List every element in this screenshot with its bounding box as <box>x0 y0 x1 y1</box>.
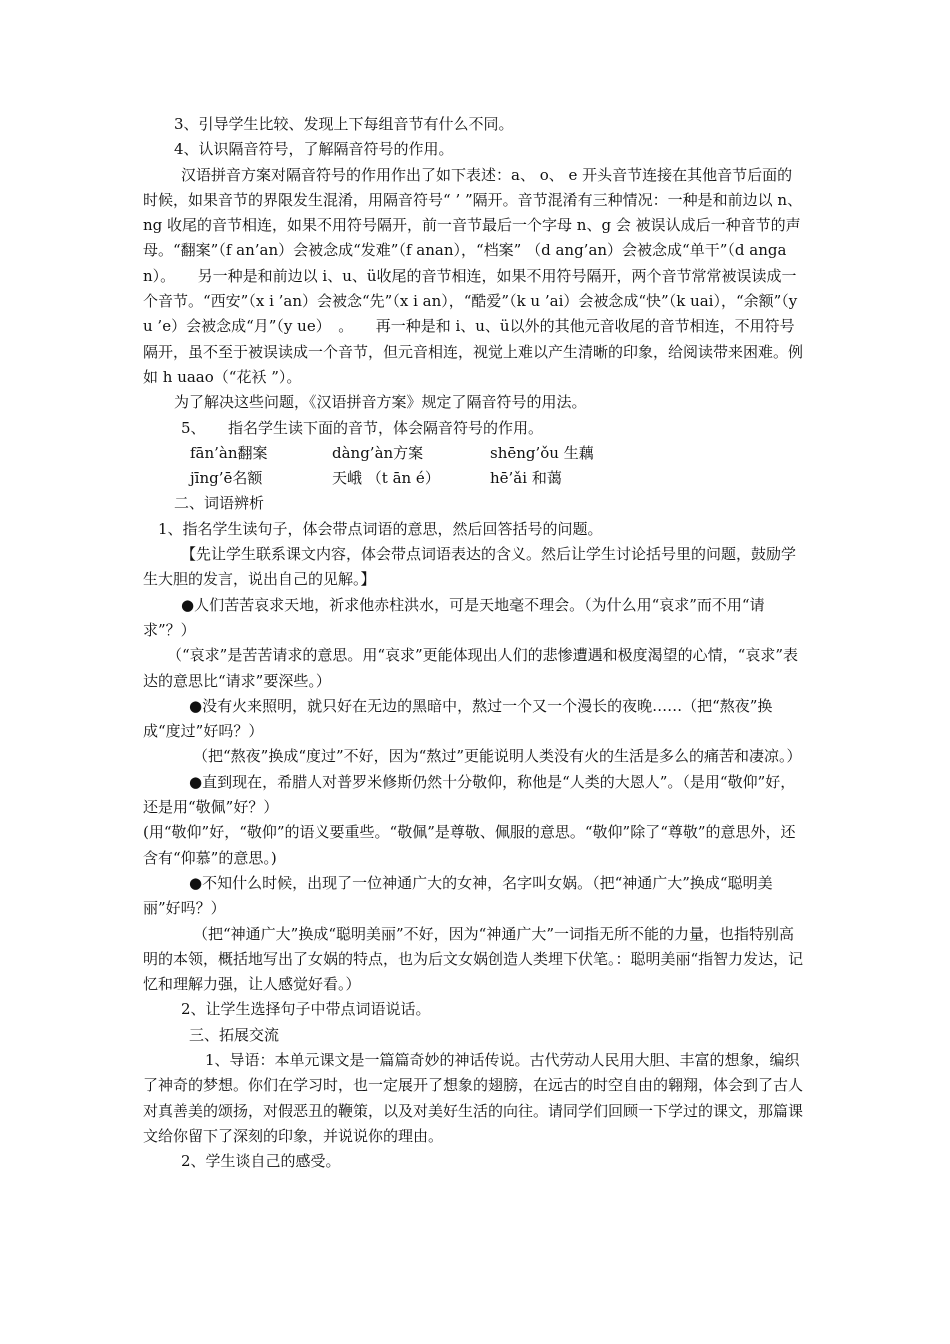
question-paragraph: ●不知什么时候，出现了一位神通广大的女神，名字叫女娲。（把“神通广大”换成“聪明美丽”好吗？） <box>143 873 773 918</box>
syllable-row-1 <box>0 441 950 466</box>
question-paragraph: ●直到现在，希腊人对普罗米修斯仍然十分敬仰，称他是“人类的大恩人”。（是用“敬仰”好，还是用“敬佩”好？） <box>143 772 796 817</box>
paragraph-compare: 3、引导学生比较、发现上下每组音节有什么不同。 <box>174 115 514 133</box>
paragraph-note: 【先让学生联系课文内容，体会带点词语表达的含义。然后让学生讨论括号里的问题，鼓励学生大胆的发言，说出自己的见解。】 <box>143 545 797 589</box>
syllable-example: dàng’àn方案 <box>332 443 424 462</box>
question-paragraph: ●没有火来照明，就只好在无边的黑暗中，熬过一个又一个漫长的夜晚……（把“熬夜”换成“度过”好吗？） <box>143 696 773 741</box>
answer-paragraph: （把“神通广大”换成“聪明美丽”不好，因为“神通广大”一词指无所不能的力量，也指特别高明的本领，概括地写出了女娲的特点，也为后文女娲创造人类埋下伏笔。：聪明美丽“指智力发达，记忆和理解力强，让人感觉好看。） <box>143 924 804 994</box>
paragraph-item: 2、让学生选择句子中带点词语说话。 <box>181 1000 431 1019</box>
answer-paragraph: （“哀求”是苦苦请求的意思。用“哀求”更能体现出人们的悲惨遭遇和极度渴望的心情，“哀求”表达的意思比“请求”要深些。） <box>143 646 799 690</box>
answer-paragraph: （把“熬夜”换成“度过”不好，因为“熬过”更能说明人类没有火的生活是多么的痛苦和凄凉。） <box>193 747 802 766</box>
syllable-example: fān’àn翻案 <box>190 443 268 462</box>
paragraph-read-syllables: 5、 指名学生读下面的音节，体会隔音符号的作用。 <box>181 418 544 437</box>
paragraph-know-separator: 4、认识隔音符号，了解隔音符号的作用。 <box>174 140 454 159</box>
syllable-example: shēng’ǒu 生藕 <box>490 443 594 462</box>
syllable-example: 天峨 （t ān é） <box>332 469 440 488</box>
syllable-example: hē’ǎi 和蔼 <box>490 469 562 488</box>
paragraph-scheme-explanation: 汉语拼音方案对隔音符号的作用作出了如下表述：a、 o、 e 开头音节连接在其他音节后面的时候，如果音节的界限发生混淆，用隔音符号“ ’ ”隔开。音节混淆有三种情况：一种是和前边以 n、ng 收尾的音节相连，如果不用符号隔开，前一音节最后一个字母 n、g 会 被误认成后一种音节的声母。“翻案”（f an’an）会被念成“发难”（f anan），“档案” （d ang’an）会被念成“单干”（d angan）。 另一种是和前边以 i、u、ü收尾的音节相连，如果不用符号隔开，两个音节常常被误读成一个音节。“西安”（x i ’an）会被念“先”（x i an），“酷爱”（k u ’ai）会被念成“快”（k uai），“余额”（y u ’e）会被念成“月”（y ue） 。 再一种是和 i、u、ü以外的其他元音收尾的音节相连，不用符号隔开，虽不至于被误读成一个音节，但元音相连，视觉上难以产生清晰的印象，给阅读带来困难。例如 h uaao（“花袄 ”）。 <box>143 165 804 386</box>
section-heading: 三、拓展交流 <box>189 1025 280 1044</box>
syllable-row-2 <box>0 466 950 491</box>
question-paragraph: ●人们苦苦哀求天地，祈求他赤柱洪水，可是天地毫不理会。（为什么用“哀求”而不用“请求”？） <box>143 595 765 639</box>
paragraph-item: 1、指名学生读句子，体会带点词语的意思，然后回答括号的问题。 <box>158 519 603 538</box>
section-heading: 二、词语辨析 <box>174 494 265 513</box>
answer-paragraph: (用“敬仰”好，“敬仰”的语义要重些。“敬佩”是尊敬、佩服的意思。“敬仰”除了“尊敬”的意思外，还含有“仰慕”的意思。) <box>143 823 796 867</box>
paragraph-item: 1、导语：本单元课文是一篇篇奇妙的神话传说。古代劳动人民用大胆、丰富的想象，编织了神奇的梦想。你们在学习时，也一定展开了想象的翅膀，在远古的时空自由的翱翔，体会到了古人对真善美的颂扬，对假恶丑的鞭策，以及对美好生活的向往。请同学们回顾一下学过的课文，那篇课文给你留下了深刻的印象，并说说你的理由。 <box>143 1050 804 1145</box>
paragraph-item: 2、学生谈自己的感受。 <box>181 1152 341 1171</box>
syllable-example: jīng’ē名额 <box>190 469 263 488</box>
paragraph-solve: 为了解决这些问题，《汉语拼音方案》规定了隔音符号的用法。 <box>174 393 587 412</box>
